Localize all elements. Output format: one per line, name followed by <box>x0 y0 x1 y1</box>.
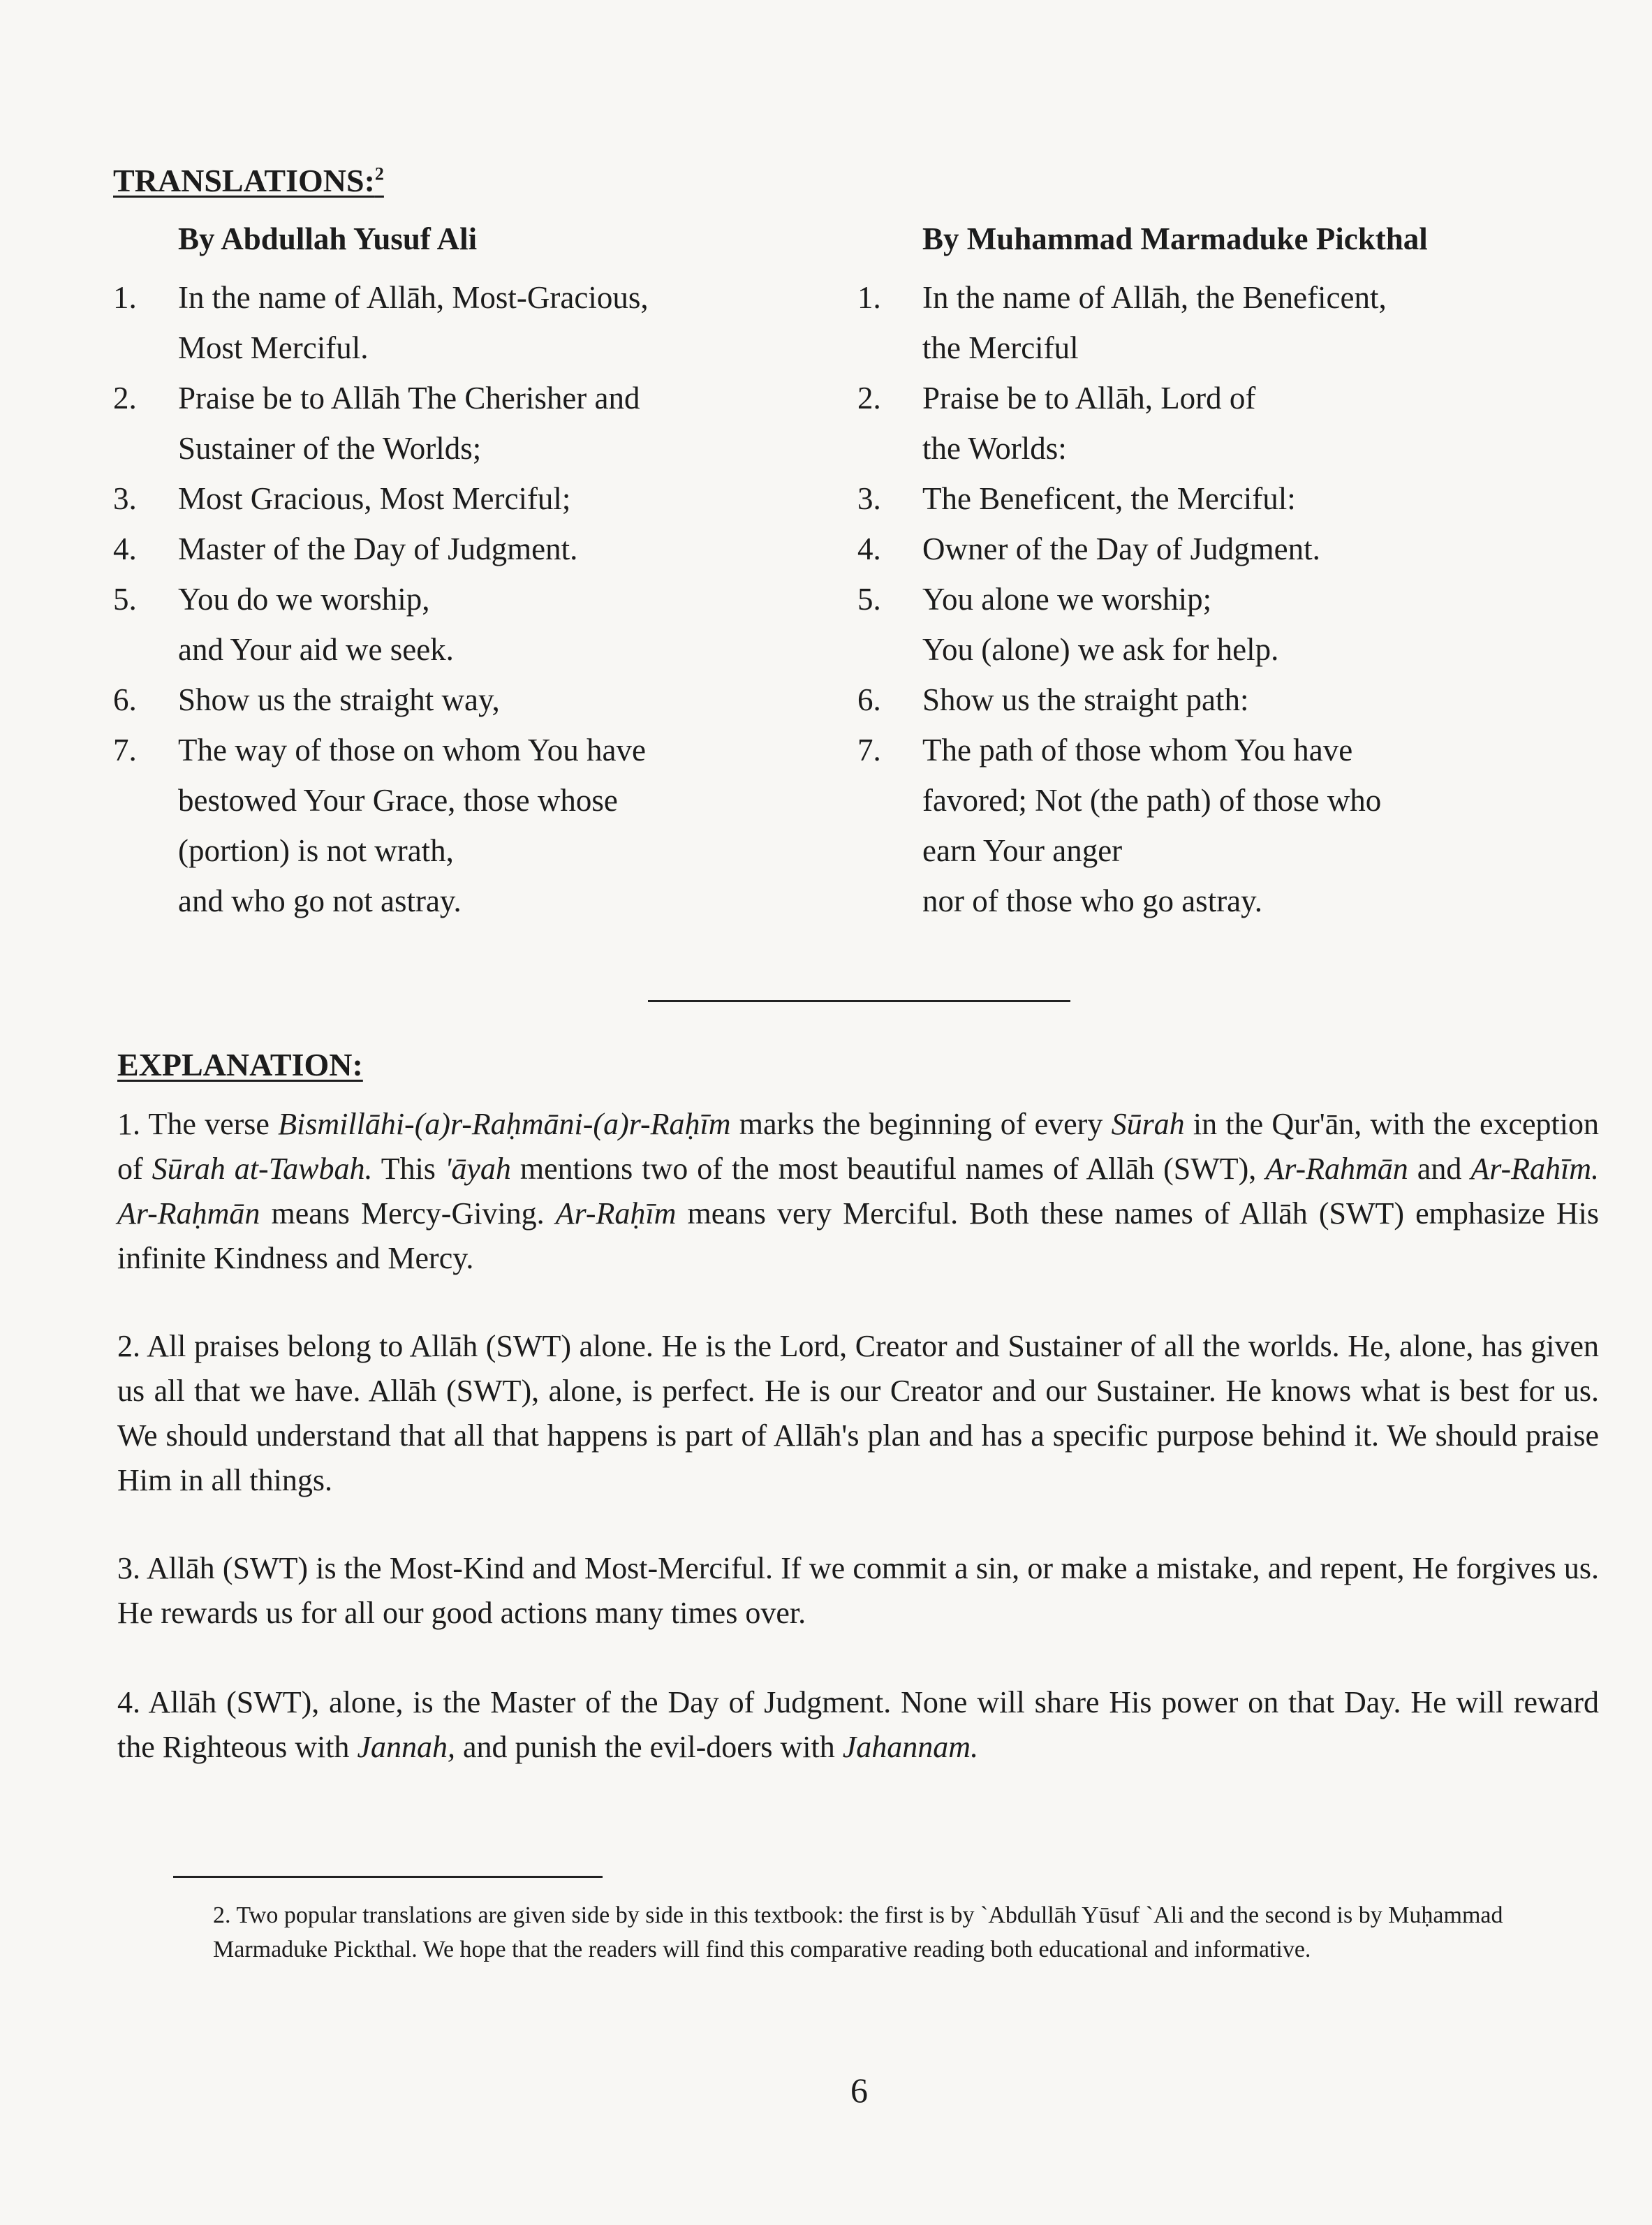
section-divider <box>648 1000 1070 1002</box>
verse: 4. Owner of the Day of Judgment. <box>857 531 1320 566</box>
footnote-divider <box>173 1876 603 1878</box>
yusuf-ali-title: By Abdullah Yusuf Ali <box>178 221 478 256</box>
footnote-marker: 2 <box>374 163 384 184</box>
explanation-paragraph-1: 1. The verse Bismillāhi-(a)r-Raḥmāni-(a)r-Raḥīm marks the beginning of every Sūrah in the Qur'ān, with the exception of Sūrah at-Tawbah. This 'āyah mentions two of the most beautiful names of Allāh (SWT), Ar-Rahmān and Ar-Rahīm. Ar-Raḥmān means Mercy-Giving. Ar-Raḥīm means very Merciful. Both these names of Allāh (SWT) emphasize His infinite Kindness and Mercy. <box>117 1107 1599 1275</box>
verse: 3. Most Gracious, Most Merciful; <box>113 481 571 516</box>
verse: 2. Praise be to Allāh, Lord of the Worlds: <box>857 381 1256 466</box>
translations-heading: TRANSLATIONS:$^2$ <box>113 163 384 198</box>
pickthal-title: By Muhammad Marmaduke Pickthal <box>922 221 1428 256</box>
pickthal-column <box>857 219 1598 926</box>
verse: 5. You alone we worship; You (alone) we ask for help. <box>857 582 1279 667</box>
explanation-paragraph-2: 2. All praises belong to Allāh (SWT) alone. He is the Lord, Creator and Sustainer of all the worlds. He, alone, has given us all that we have. Allāh (SWT), alone, is perfect. He is our Creator and our Sustainer. He knows what is best for us. We should understand that all that happens is part of Allāh's plan and has a specific purpose behind it. We should praise Him in all things. <box>117 1329 1599 1497</box>
verse: 7. The path of those whom You have favored; Not (the path) of those who earn Your anger nor of those who go astray. <box>857 733 1382 918</box>
footnote: 2. Two popular translations are given side by side in this textbook: the first is by `Abdullāh Yūsuf `Ali and the second is by Muḥammad Marmaduke Pickthal. We hope that the readers will find this comparative reading both educational and informative. <box>213 1902 1503 1962</box>
verse: 6. Show us the straight path: <box>857 682 1249 717</box>
verse: 5. You do we worship, and Your aid we seek. <box>113 582 454 667</box>
verse: 1. In the name of Allāh, the Beneficent, the Merciful <box>857 280 1387 365</box>
page-number: 6 <box>850 2071 868 2110</box>
explanation-paragraph-3: 3. Allāh (SWT) is the Most-Kind and Most-Merciful. If we commit a sin, or make a mistake, and repent, He forgives us. He rewards us for all our good actions many times over. <box>117 1551 1599 1630</box>
explanation-heading: EXPLANATION: <box>117 1047 363 1082</box>
explanation-paragraph-4: 4. Allāh (SWT), alone, is the Master of the Day of Judgment. None will share His power on that Day. He will reward the Righteous with Jannah, and punish the evil-doers with Jahannam. <box>117 1685 1599 1764</box>
verse: 4. Master of the Day of Judgment. <box>113 531 578 566</box>
verse: 6. Show us the straight way, <box>113 682 500 717</box>
verse: 2. Praise be to Allāh The Cherisher and Sustainer of the Worlds; <box>113 381 640 466</box>
verse: 7. The way of those on whom You have bestowed Your Grace, those whose (portion) is not wrath, and who go not astray. <box>113 733 646 918</box>
yusuf-ali-column <box>113 219 853 926</box>
verse: 3. The Beneficent, the Merciful: <box>857 481 1296 516</box>
verse: 1. In the name of Allāh, Most-Gracious, Most Merciful. <box>113 280 649 365</box>
